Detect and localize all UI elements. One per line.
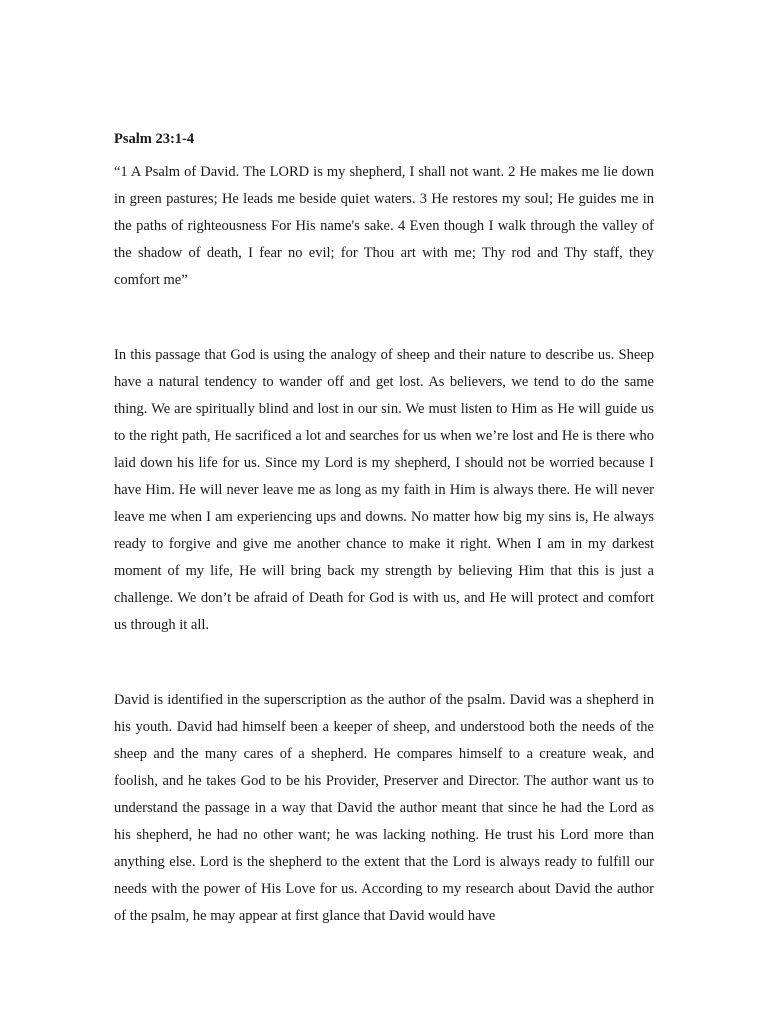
document-heading: Psalm 23:1-4 [114,131,195,147]
body-paragraph-1: In this passage that God is using the analogy of sheep and their nature to describe us. Sheep have a natural tendency to wander off and get lost. As believers, we tend to do the same thing. We are spiritually blind and lost in our sin. We must listen to Him as He will guide us to the right path, He sacrificed a lot and searches for us when we’re lost and He is there who laid down his life for us. Since my Lord is my shepherd, I should not be worried because I have Him. He will never leave me as long as my faith in Him is always there. He will never leave me when I am experiencing ups and downs. No matter how big my sins is, He always ready to forgive and give me another chance to make it right. When I am in my darkest moment of my life, He will bring back my strength by believing Him that this is just a challenge. We don’t be afraid of Death for God is with us, and He will protect and comfort us through it all. [114,347,654,633]
document-page [114,126,654,930]
scripture-quote: “1 A Psalm of David. The LORD is my shepherd, I shall not want. 2 He makes me lie down in green pastures; He leads me beside quiet waters. 3 He restores my soul; He guides me in the paths of righteousness For His name's sake. 4 Even though I walk through the valley of the shadow of death, I fear no evil; for Thou art with me; Thy rod and Thy staff, they comfort me” [114,164,654,288]
body-paragraph-2: David is identified in the superscription as the author of the psalm. David was a shepherd in his youth. David had himself been a keeper of sheep, and understood both the needs of the sheep and the many cares of a shepherd. He compares himself to a creature weak, and foolish, and he takes God to be his Provider, Preserver and Director. The author want us to understand the passage in a way that David the author meant that since he had the Lord as his shepherd, he had no other want; he was lacking nothing. He trust his Lord more than anything else. Lord is the shepherd to the extent that the Lord is always ready to fulfill our needs with the power of His Love for us. According to my research about David the author of the psalm, he may appear at first glance that David would have [114,692,654,924]
